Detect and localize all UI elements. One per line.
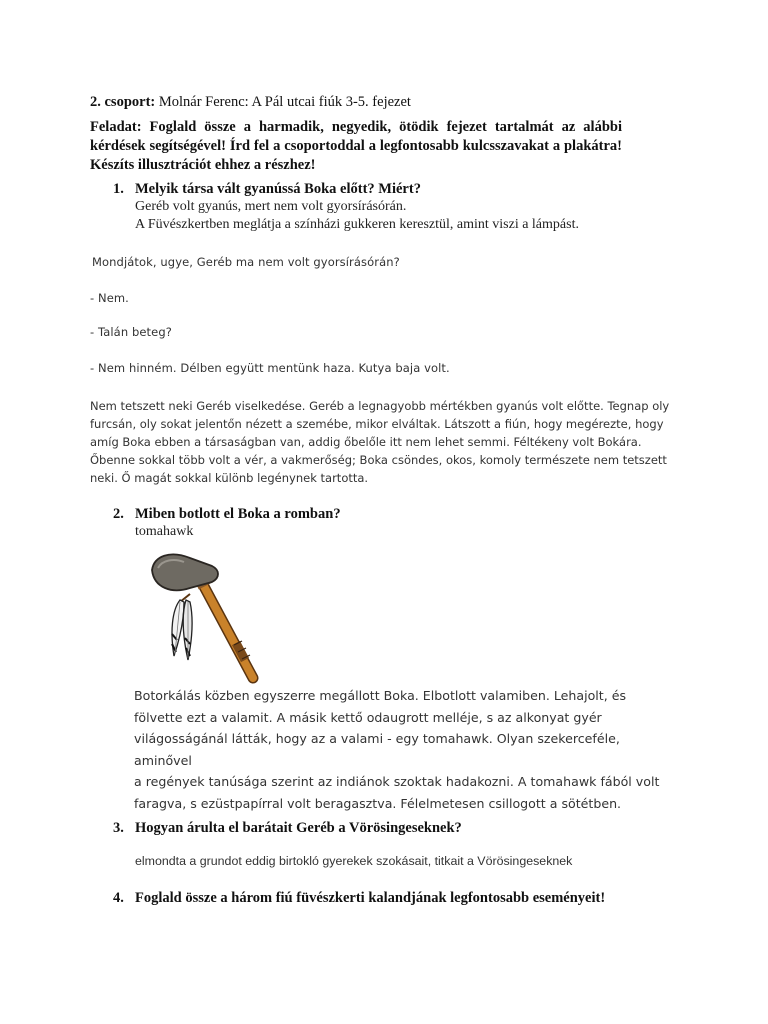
question-1-text: Melyik társa vált gyanússá Boka előtt? Miért? [135,181,421,197]
quote-1-line: amíg Boka ebben a társaságban van, addig őbelőle itt nem lehet semmi. Féltékeny volt Bokára. [90,435,642,449]
quote-1-line: Őbenne sokkal több volt a vér, a vakmerőség; Boka csöndes, okos, komoly természete nem tetszett [90,453,667,467]
question-4-text: Foglald össze a három fiú füvészkerti kalandjának legfontosabb eseményeit! [135,890,606,906]
answer-1-line-1: Geréb volt gyanús, mert nem volt gyorsírásórán. [135,199,407,214]
quote-2-line: Botorkálás közben egyszerre megállott Boka. Elbotlott valamiben. Lehajolt, és [134,688,627,703]
quote-1-line: neki. Ő magát sokkal különb legénynek tartotta. [90,471,369,485]
quote-2-line: világosságánál látták, hogy az a valami - egy tomahawk. Olyan szekerceféle, aminővel [134,731,620,768]
quote-2-line: faragva, s ezüstpapírral volt beragasztva. Félelmetesen csillogott a sötétben. [134,795,622,811]
quote-2-line: a regények tanúsága szerint az indiánok szoktak hadakozni. A tomahawk fából volt [134,774,660,789]
question-3-number: 3. [113,820,124,836]
tomahawk-illustration-icon [150,548,270,688]
group-heading [90,94,411,111]
answer-1-line-2: A Füvészkertben meglátja a színházi gukkeren keresztül, amint viszi a lámpást. [135,217,579,232]
question-3-text: Hogyan árulta el barátait Geréb a Vörösingeseknek? [135,820,462,836]
group-label: 2. csoport: [90,94,156,110]
quote-paragraph-1 [90,397,680,487]
quote-2-line: fölvette ezt a valamit. A másik kettő odaugrott melléje, s az alkonyat gyér [134,709,602,725]
quote-1-line: furcsán, oly sokat jelentőn nézett a szemébe, mikor elváltak. Látszott a fiún, hogy megérezte, hogy [90,417,664,431]
question-4-number: 4. [113,890,124,906]
quote-1-line: Nem tetszett neki Geréb viselkedése. Geréb a legnagyobb mértékben gyanús volt előtte. Tegnap oly [90,399,670,413]
chapter-title: Molnár Ferenc: A Pál utcai fiúk 3-5. fejezet [155,94,411,110]
answer-2: tomahawk [135,524,194,539]
question-2-text: Miben botlott el Boka a romban? [135,506,341,522]
answer-3: elmondta a grundot eddig birtokló gyerekek szokásait, titkait a Vörösingeseknek [135,854,573,868]
feather-icon [172,594,192,660]
dialogue-line-3: - Talán beteg? [90,325,172,339]
dialogue-line-2: - Nem. [90,291,129,305]
question-2-number: 2. [113,506,124,522]
quote-paragraph-2 [134,685,664,814]
question-1-number: 1. [113,181,124,197]
dialogue-line-1: Mondjátok, ugye, Geréb ma nem volt gyorsírásórán? [92,255,400,269]
task-instructions: Feladat: Foglald össze a harmadik, negyedik, ötödik fejezet tartalmát az alábbi kérdések segítségével! Írd fel a csoportoddal a legfontosabb kulcsszavakat a plakátra! Készíts illusztrációt ehhez a részhez! [90,119,622,173]
dialogue-line-4: - Nem hinném. Délben együtt mentünk haza. Kutya baja volt. [90,361,450,375]
